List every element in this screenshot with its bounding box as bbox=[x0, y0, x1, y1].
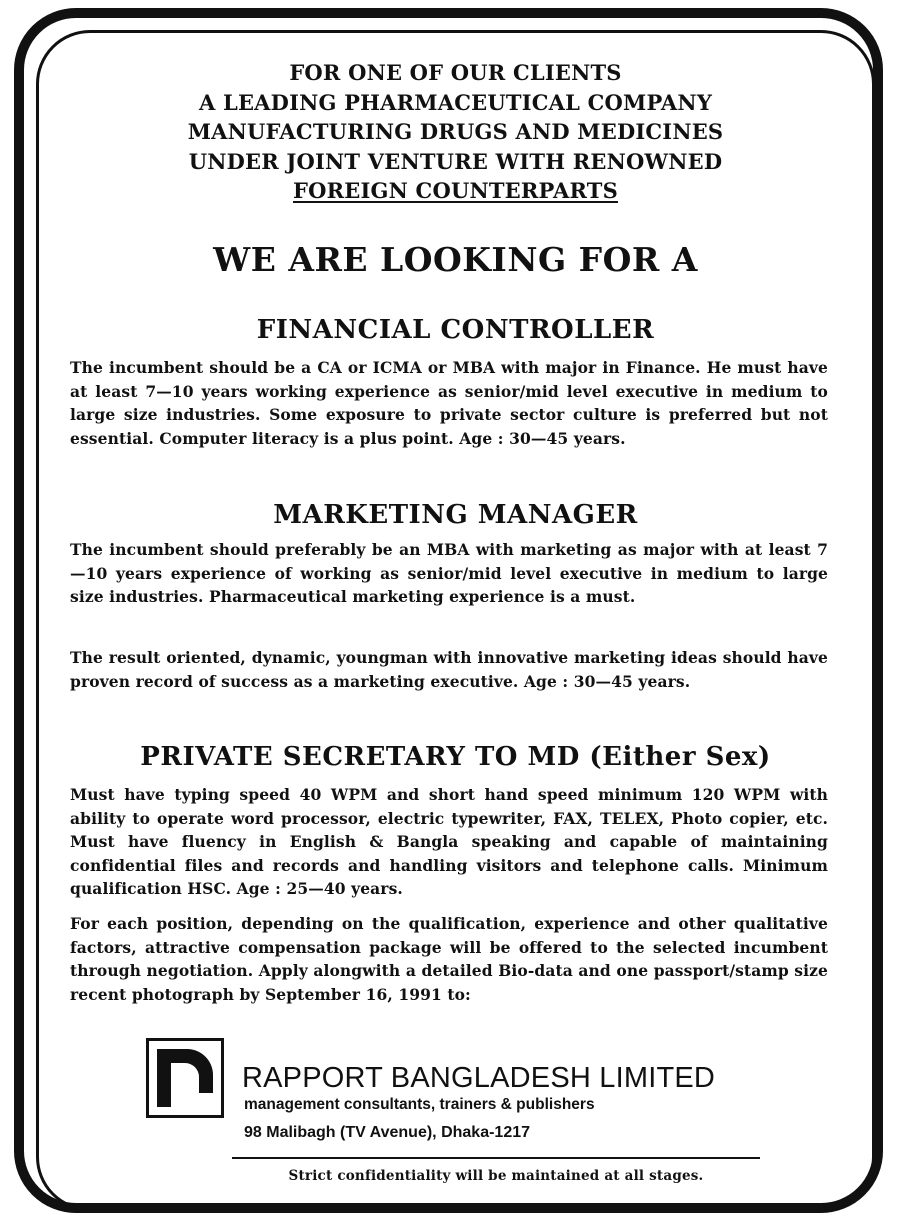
application-instructions: For each position, depending on the qualification, experience and other qualitative factors, attractive compensation package will be offered to the selected incumbent through negotiation. Apply alongwith a detailed Bio-data and one passport/stamp size recent photograph by September 16, 1991 to: bbox=[70, 914, 828, 1004]
position-description: The incumbent should be a CA or ICMA or MBA with major in Finance. He must have at least 7—10 years working experience as senior/mid level executive in medium to large size industries. Some exposure to private sector culture is preferred but not essential. Computer literacy is a plus point. Age : 30—45 years. bbox=[70, 358, 828, 448]
header-line: MANUFACTURING DRUGS AND MEDICINES bbox=[187, 119, 724, 144]
header-line: UNDER JOINT VENTURE WITH RENOWNED bbox=[188, 148, 723, 174]
position-description: The incumbent should preferably be an MBA with marketing as major with at least 7—10 years experience of working as senior/mid level executive in medium to large size industries. Pharmaceutical marketing experience is a must. bbox=[70, 540, 828, 606]
position-title-private-secretary: PRIVATE SECRETARY TO MD (Either Sex) bbox=[140, 742, 771, 772]
position-title-financial-controller: FINANCIAL CONTROLLER bbox=[256, 315, 655, 345]
company-logo bbox=[146, 1038, 224, 1118]
company-tagline: management consultants, trainers & publishers bbox=[244, 1096, 595, 1113]
position-description: Must have typing speed 40 WPM and short hand speed minimum 120 WPM with ability to operate word processor, electric typewriter, FAX, TELEX, Photo copier, etc. Must have fluency in English & Bangla speaking and capable of maintaining confidential files and records and handling visitors and telephone calls. Minimum qualification HSC. Age : 25—40 years. bbox=[70, 785, 828, 898]
divider bbox=[232, 1157, 760, 1159]
header-line: A LEADING PHARMACEUTICAL COMPANY bbox=[198, 89, 713, 115]
header-line: FOREIGN COUNTERPARTS bbox=[293, 178, 618, 203]
looking-for-heading: WE ARE LOOKING FOR A bbox=[213, 240, 698, 279]
company-name: RAPPORT BANGLADESH LIMITED bbox=[242, 1062, 716, 1094]
company-address: 98 Malibagh (TV Avenue), Dhaka-1217 bbox=[244, 1124, 531, 1141]
client-header bbox=[0, 58, 911, 206]
position-title-marketing-manager: MARKETING MANAGER bbox=[273, 500, 638, 530]
confidentiality-note: Strict confidentiality will be maintained at all stages. bbox=[288, 1168, 704, 1184]
position-description: The result oriented, dynamic, youngman with innovative marketing ideas should have proven record of success as a marketing executive. Age : 30—45 years. bbox=[70, 648, 828, 691]
header-line: FOR ONE OF OUR CLIENTS bbox=[289, 60, 622, 85]
